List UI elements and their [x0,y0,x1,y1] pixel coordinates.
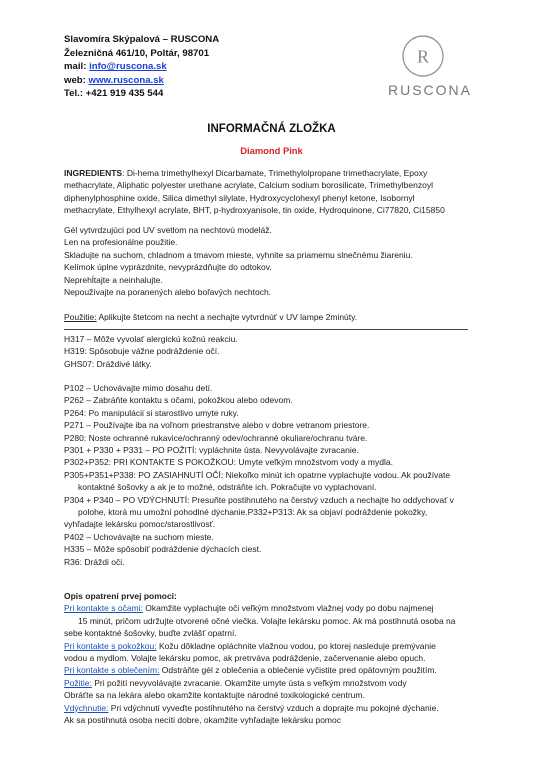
company-name: Slavomíra Skýpalová – RUSCONA [64,34,220,45]
first-aid-text: Pri vdýchnutí vyveďte postihnutého na čerstvý vzduch a doprajte mu pokojné dýchanie. [108,702,439,713]
precaution-line: P262 – Zabráňte kontaktu s očami, pokožkou alebo odevom. [64,395,293,406]
mail-label: mail: [64,61,87,73]
precaution-line: P302+P352: PRI KONTAKTE S POKOŽKOU: Umyte veľkým množstvom vody a mydla. [64,457,393,468]
first-aid-text: 15 minút, pričom udržujte otvorené očné viečka. Volajte lekársku pomoc. Ak má postihnutá osoba na [78,615,456,626]
first-aid-text: Pri požití nevyvolávajte zvracanie. Okamžite umyte ústa s veľkým množstvom vody [91,677,407,688]
first-aid-text: Okamžite vyplachujte oči veľkým množstvom vlažnej vody po dobu najmenej [142,603,434,614]
info-line: Neprehĺtajte a neinhalujte. [64,274,163,285]
precaution-line: vyhľadajte lekársku pomoc/starostlivosť. [64,519,216,530]
ruscona-logo [388,34,473,98]
document-title: INFORMAČNÁ ZLOŽKA [207,123,336,135]
first-aid-text: Ak sa postihnutá osoba necíti dobre, okamžite vyhľadajte lekársku pomoc [64,715,341,726]
ingredients-label: INGREDIENTS [64,168,123,178]
ingestion-label: Požitie: [64,677,92,688]
first-aid-section [64,590,484,726]
first-aid-text: Obráťte sa na lekára alebo okamžite kontaktujte národné toxikologické centrum. [64,690,365,701]
section-divider [64,329,468,330]
first-aid-heading: Opis opatrení prvej pomoci: [64,591,177,601]
skin-label: Pri kontakte s pokožkou: [64,640,157,651]
usage-label: Použitie: [64,312,97,322]
info-line: Nepoužívajte na poranených alebo boľavých nechtoch. [64,287,272,298]
precaution-line: P301 + P330 + P331 – PO POŽITÍ: vypláchnite ústa. Nevyvolávajte zvracanie. [64,445,359,456]
inhalation-label: Vdýchnutie: [64,702,109,713]
precaution-line: P402 – Uchovávajte na suchom mieste. [64,531,214,542]
precaution-line: polohe, ktorá mu umožní pohodlné dýchanie.P332+P313: Ak sa objaví podráždenie pokožky, [78,507,428,518]
info-line: Kelímok úplne vyprázdnite, nevyprázdňujte do odtokov. [64,262,272,273]
company-web [64,74,219,88]
ingredients-line: methacrylate, Ethylhexyl acrylate, BHT, p-hydroxyanisole, tin oxide, Hydroquinone, Ci77820, Ci15850 [64,205,445,216]
company-mail [64,60,219,74]
ingredients-line: : Di-hema trimethylhexyl Dicarbamate, Trimethylolpropane trimethacrylate, Epoxy [122,168,428,178]
precautionary-statements [64,382,484,568]
first-aid-text: sebe kontaktné šošovky, buďte zvlášť opatrní. [64,628,237,639]
precaution-line: H335 – Môže spôsobiť podráždenie dýchacích ciest. [64,544,262,555]
ingredients-section [64,167,484,217]
ingredients-line: methacrylate, Aliphatic polyester urethane acrylate, Calcium sodium borosilicate, Trimethylbenzoyl [64,180,433,191]
eyes-label: Pri kontakte s očami: [64,603,143,614]
precaution-line: P264: Po manipulácii si starostlivo umyte ruky. [64,407,239,418]
mail-link[interactable]: info@ruscona.sk [89,61,167,73]
precaution-line: P280: Noste ochranné rukavice/ochranný odev/ochranné okuliare/ochranu tváre. [64,432,368,443]
logo-text: RUSCONA [388,82,473,98]
product-name: Diamond Pink [240,145,303,156]
product-info-section [64,224,484,298]
precaution-line: kontaktné šošovky a ak je to možné, odstráňte ich. Pokračujte vo vyplachovaní. [78,482,377,493]
usage-text: Aplikujte štetcom na necht a nechajte vytvrdnúť v UV lampe 2minúty. [96,312,358,322]
hazard-line: H319: Spôsobuje vážne podráždenie očí. [64,346,220,357]
hazard-line: GHS07: Dráždivé látky. [64,358,152,369]
hazard-line: H317 – Môže vyvolať alergickú kožnú reakciu. [64,334,238,344]
logo-letter: R [416,46,430,67]
company-address: Železničná 461/10, Poltár, 98701 [64,47,210,59]
first-aid-text: Kožu dôkladne opláchnite vlažnou vodou, po ktorej nasleduje premývanie [156,640,436,651]
company-phone: Tel.: +421 919 435 544 [64,88,164,100]
ingredients-line: diphenylphosphine oxide, Silica dimethyl silylate, Hydroxycyclohexyl phenyl ketone, Isobornyl [64,192,415,203]
precaution-line: P304 + P340 – PO VDÝCHNUTÍ: Presuňte postihnutého na čerstvý vzduch a nechajte ho oddychovať v [64,494,454,505]
web-label: web: [64,74,86,86]
logo-emblem-icon [401,34,445,78]
info-line: Len na profesionálne použitie. [64,237,178,248]
first-aid-text: Odstráňte gél z oblečenia a oblečenie vyčistite pred opätovným použitím. [159,665,437,676]
info-line: Gél vytvrdzujúci pod UV svetlom na nechtovú modeláž. [64,225,272,235]
precaution-line: P305+P351+P338: PO ZASIAHNUTÍ OČÍ: Niekoľko minút ich opatrne vyplachujte vodou. Ak používate [64,469,451,480]
clothes-label: Pri kontakte s oblečením: [64,665,160,676]
company-info [64,33,219,101]
hazard-statements [64,333,484,370]
first-aid-text: vodou a mydlom. Volajte lekársku pomoc, ak pretrváva podráždenie, začervenanie alebo opuch. [64,653,426,664]
usage-section [64,311,484,323]
precaution-line: R36: Dráždi oči. [64,556,125,567]
web-link[interactable]: www.ruscona.sk [88,74,164,86]
info-line: Skladujte na suchom, chladnom a tmavom mieste, vyhnite sa priamemu slnečnému žiareniu. [64,249,413,260]
precaution-line: P271 – Používajte iba na voľnom priestranstve alebo v dobre vetranom priestore. [64,420,370,431]
precaution-line: P102 – Uchovávajte mimo dosahu detí. [64,383,213,393]
